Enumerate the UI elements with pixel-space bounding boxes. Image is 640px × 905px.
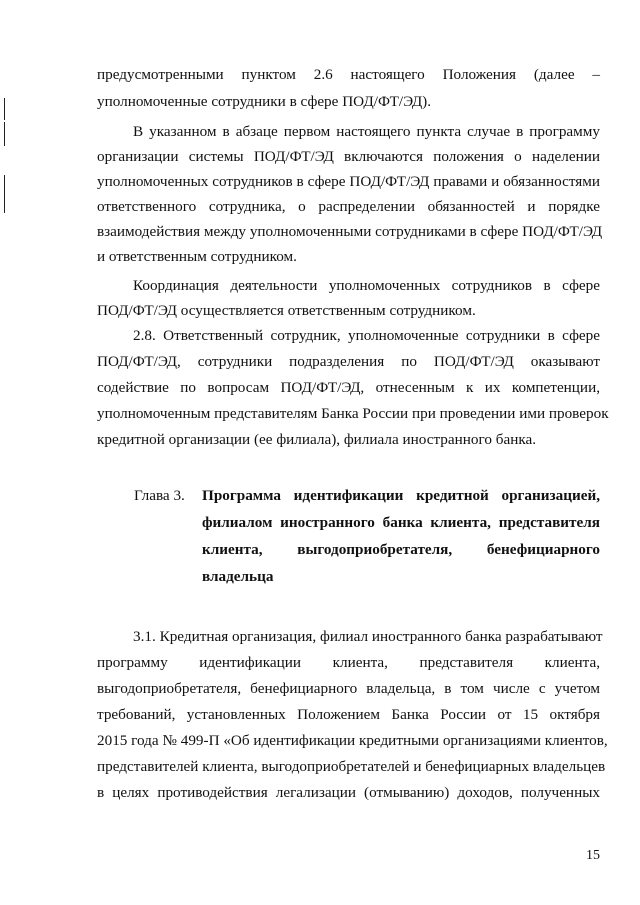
- paragraph-line: Координация деятельности уполномоченных сотрудников в сфере: [133, 277, 600, 294]
- paragraph-line: взаимодействия между уполномоченными сотрудниками в сфере ПОД/ФТ/ЭД: [97, 223, 603, 240]
- paragraph-line: представителей клиента, выгодоприобретателей и бенефициарных владельцев: [97, 758, 606, 775]
- paragraph-line: программу идентификации клиента, представителя клиента,: [97, 654, 600, 671]
- margin-mark: [4, 175, 5, 213]
- chapter-title-line: владельца: [202, 568, 274, 585]
- paragraph-line: 3.1. Кредитная организация, филиал иностранного банка разрабатывают: [133, 628, 603, 645]
- paragraph-line: в целях противодействия легализации (отмыванию) доходов, полученных: [97, 784, 600, 801]
- paragraph-line: выгодоприобретателя, бенефициарного владельца, в том числе с учетом: [97, 680, 600, 697]
- margin-mark: [4, 122, 5, 146]
- paragraph-line: предусмотренными пунктом 2.6 настоящего Положения (далее –: [97, 66, 600, 83]
- paragraph-line: 2015 года № 499-П «Об идентификации кредитными организациями клиентов,: [97, 732, 608, 749]
- paragraph-line: уполномоченных сотрудников в сфере ПОД/ФТ/ЭД правами и обязанностями: [97, 173, 600, 190]
- paragraph-line: и ответственным сотрудником.: [97, 248, 297, 265]
- paragraph-line: 2.8. Ответственный сотрудник, уполномоченные сотрудники в сфере: [133, 327, 600, 344]
- paragraph-line: ПОД/ФТ/ЭД, сотрудники подразделения по ПОД/ФТ/ЭД оказывают: [97, 353, 600, 370]
- paragraph-line: В указанном в абзаце первом настоящего пункта случае в программу: [133, 123, 600, 140]
- paragraph-line: ответственного сотрудника, о распределении обязанностей и порядке: [97, 198, 600, 215]
- paragraph-line: уполномоченным представителям Банка России при проведении ими проверок: [97, 405, 609, 422]
- paragraph-line: кредитной организации (ее филиала), филиала иностранного банка.: [97, 431, 537, 448]
- margin-mark: [4, 98, 5, 120]
- paragraph-line: организации системы ПОД/ФТ/ЭД включаются положения о наделении: [97, 148, 600, 165]
- paragraph-line: уполномоченные сотрудники в сфере ПОД/ФТ/ЭД).: [97, 93, 432, 110]
- chapter-title-line: клиента, выгодоприобретателя, бенефициарного: [202, 541, 600, 558]
- paragraph-line: содействие по вопросам ПОД/ФТ/ЭД, отнесенным к их компетенции,: [97, 379, 600, 396]
- chapter-title-line: Программа идентификации кредитной организацией,: [202, 487, 600, 504]
- chapter-title-line: филиалом иностранного банка клиента, представителя: [202, 514, 600, 531]
- paragraph-line: ПОД/ФТ/ЭД осуществляется ответственным сотрудником.: [97, 302, 476, 319]
- page-number: 15: [586, 848, 600, 863]
- chapter-prefix: Глава 3.: [134, 487, 185, 504]
- paragraph-line: требований, установленных Положением Банка России от 15 октября: [97, 706, 600, 723]
